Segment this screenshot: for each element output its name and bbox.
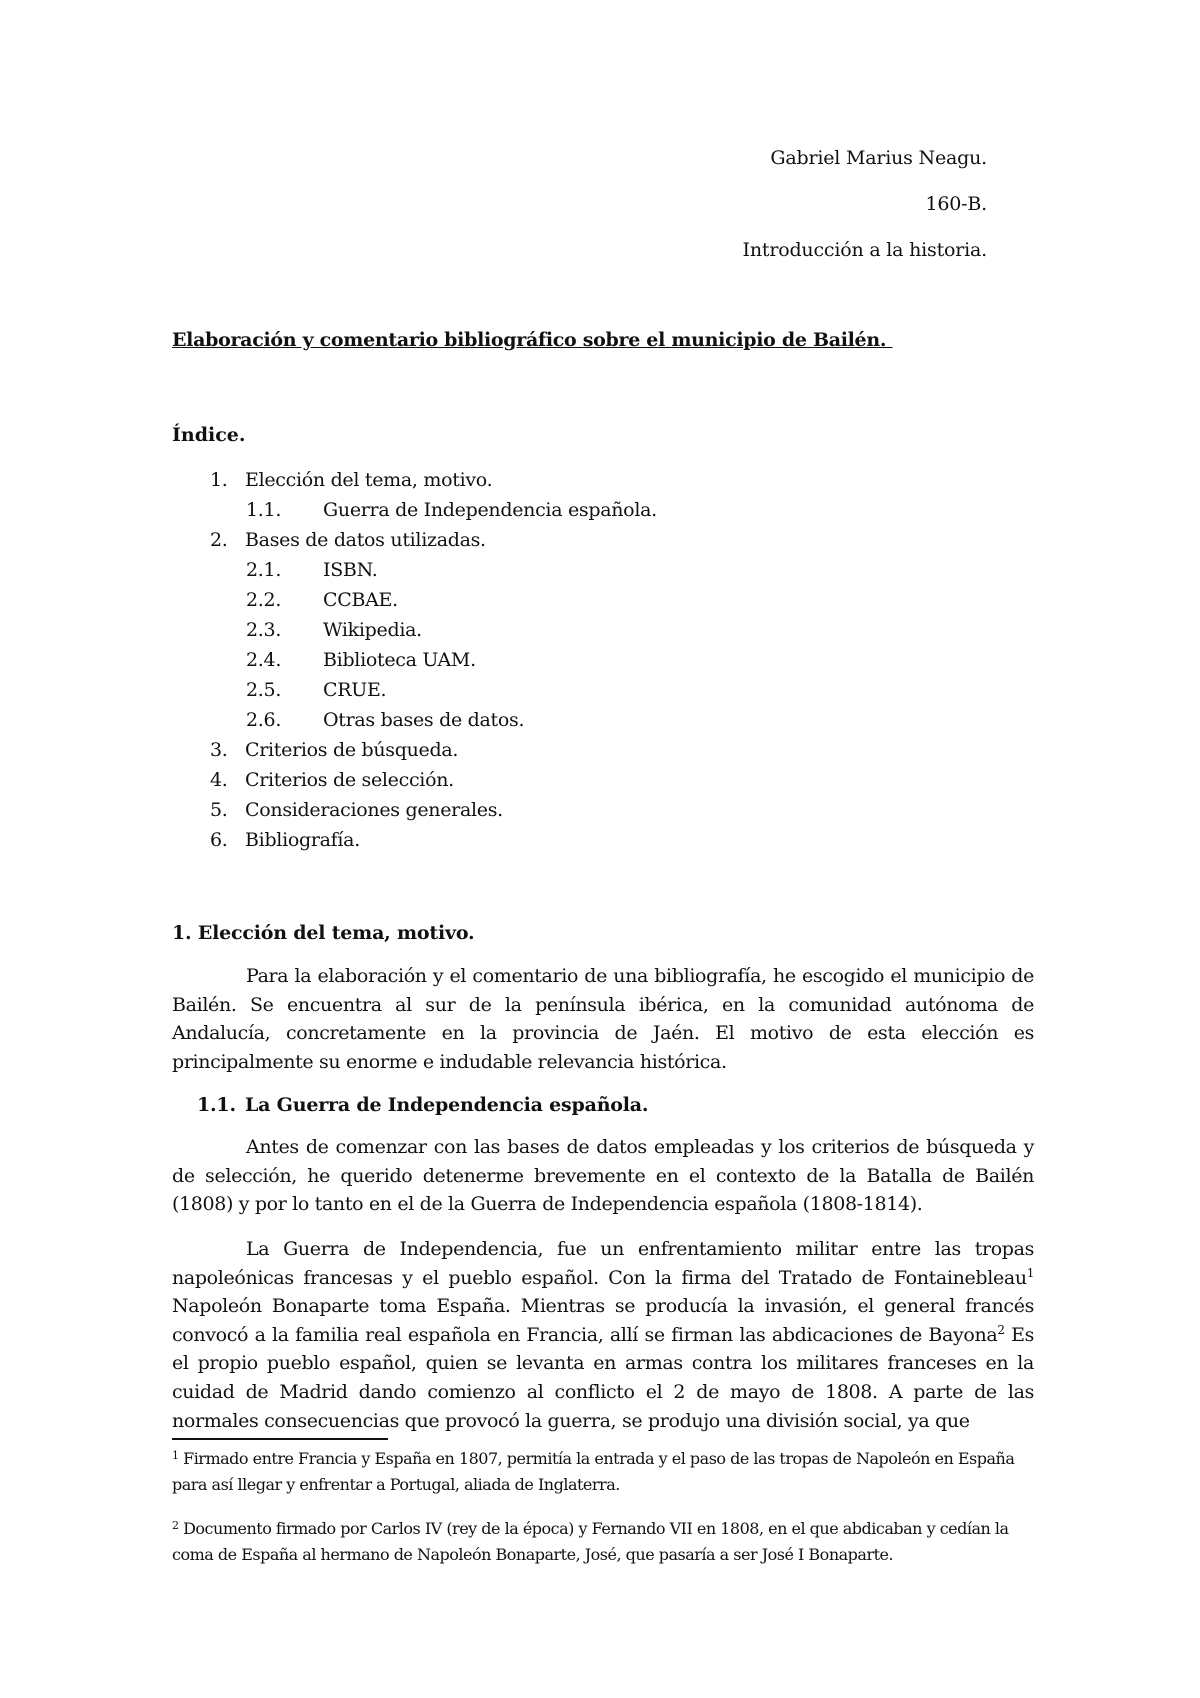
toc-item-number: 2.1. xyxy=(246,559,282,581)
toc-item-number: 2.5. xyxy=(246,679,282,701)
paragraph xyxy=(172,1133,1034,1219)
paragraph xyxy=(172,962,1034,1076)
footnote-separator xyxy=(172,1438,388,1440)
toc-item-number: 1.1. xyxy=(246,499,282,521)
toc-item-number: 5. xyxy=(210,799,228,821)
subsection-number: 1.1. xyxy=(197,1094,236,1116)
footnote-mark: 2 xyxy=(172,1519,179,1532)
toc-item-label: Biblioteca UAM. xyxy=(323,649,476,671)
toc-item-label: Elección del tema, motivo. xyxy=(245,469,493,491)
section-heading: 1. Elección del tema, motivo. xyxy=(172,922,475,944)
paragraph-text: Es el propio pueblo español, quien se levanta en armas contra los militares franceses en la cuidad de Madrid dando comienzo al conflicto el 2 de mayo de 1808. A parte de las normales consecuencias que provocó la guerra, se produjo una división social, ya que xyxy=(172,1323,1034,1432)
toc-item-number: 2.3. xyxy=(246,619,282,641)
toc-item-number: 2.2. xyxy=(246,589,282,611)
toc-item-number: 6. xyxy=(210,829,228,851)
footnote xyxy=(172,1446,1034,1498)
paragraph-text: Napoleón Bonaparte toma España. Mientras se producía la invasión, el general francés convocó a la familia real española en Francia, allí se firman las abdicaciones de Bayona xyxy=(172,1295,1034,1346)
footnote-reference[interactable]: 1 xyxy=(1026,1265,1034,1280)
footnote-reference[interactable]: 2 xyxy=(997,1322,1005,1337)
toc-item-number: 2. xyxy=(210,529,228,551)
toc-item-label: CCBAE. xyxy=(323,589,398,611)
toc-item-label: ISBN. xyxy=(323,559,378,581)
footnote xyxy=(172,1516,1034,1568)
toc-item-label: Criterios de búsqueda. xyxy=(245,739,459,761)
toc-item-label: CRUE. xyxy=(323,679,387,701)
author-name: Gabriel Marius Neagu. xyxy=(770,147,987,169)
toc-item-label: Otras bases de datos. xyxy=(323,709,525,731)
footnote-text: Documento firmado por Carlos IV (rey de la época) y Fernando VII en 1808, en el que abdicaban y cedían la coma de España al hermano de Napoleón Bonaparte, José, que pasaría a ser José I Bonaparte. xyxy=(172,1519,1009,1564)
toc-item-label: Criterios de selección. xyxy=(245,769,454,791)
toc-item-number: 2.6. xyxy=(246,709,282,731)
toc-item-label: Bases de datos utilizadas. xyxy=(245,529,486,551)
footnote-mark: 1 xyxy=(172,1449,179,1462)
footnote-text: Firmado entre Francia y España en 1807, permitía la entrada y el paso de las tropas de Napoleón en España para así llegar y enfrentar a Portugal, aliada de Inglaterra. xyxy=(172,1449,1015,1494)
group-code: 160-B. xyxy=(925,193,987,215)
toc-item-number: 3. xyxy=(210,739,228,761)
paragraph xyxy=(172,1235,1034,1435)
subsection-heading: La Guerra de Independencia española. xyxy=(245,1094,649,1116)
toc-item-number: 1. xyxy=(210,469,228,491)
toc-item-label: Guerra de Independencia española. xyxy=(323,499,657,521)
document-title: Elaboración y comentario bibliográfico sobre el municipio de Bailén. xyxy=(172,329,893,351)
toc-item-label: Consideraciones generales. xyxy=(245,799,503,821)
toc-item-label: Bibliografía. xyxy=(245,829,360,851)
toc-item-number: 2.4. xyxy=(246,649,282,671)
index-heading: Índice. xyxy=(172,424,246,446)
paragraph-text: Antes de comenzar con las bases de datos empleadas y los criterios de búsqueda y de selección, he querido detenerme brevemente en el contexto de la Batalla de Bailén (1808) y por lo tanto en el de la Guerra de Independencia española (1808-1814). xyxy=(172,1136,1034,1216)
course-name: Introducción a la historia. xyxy=(742,239,987,261)
paragraph-text: La Guerra de Independencia, fue un enfrentamiento militar entre las tropas napoleónicas francesas y el pueblo español. Con la firma del Tratado de Fontainebleau xyxy=(172,1238,1034,1289)
toc-item-number: 4. xyxy=(210,769,228,791)
toc-item-label: Wikipedia. xyxy=(323,619,422,641)
paragraph-text: Para la elaboración y el comentario de una bibliografía, he escogido el municipio de Bailén. Se encuentra al sur de la península ibérica, en la comunidad autónoma de Andalucía, concretamente en la provincia de Jaén. El motivo de esta elección es principalmente su enorme e indudable relevancia histórica. xyxy=(172,965,1034,1073)
